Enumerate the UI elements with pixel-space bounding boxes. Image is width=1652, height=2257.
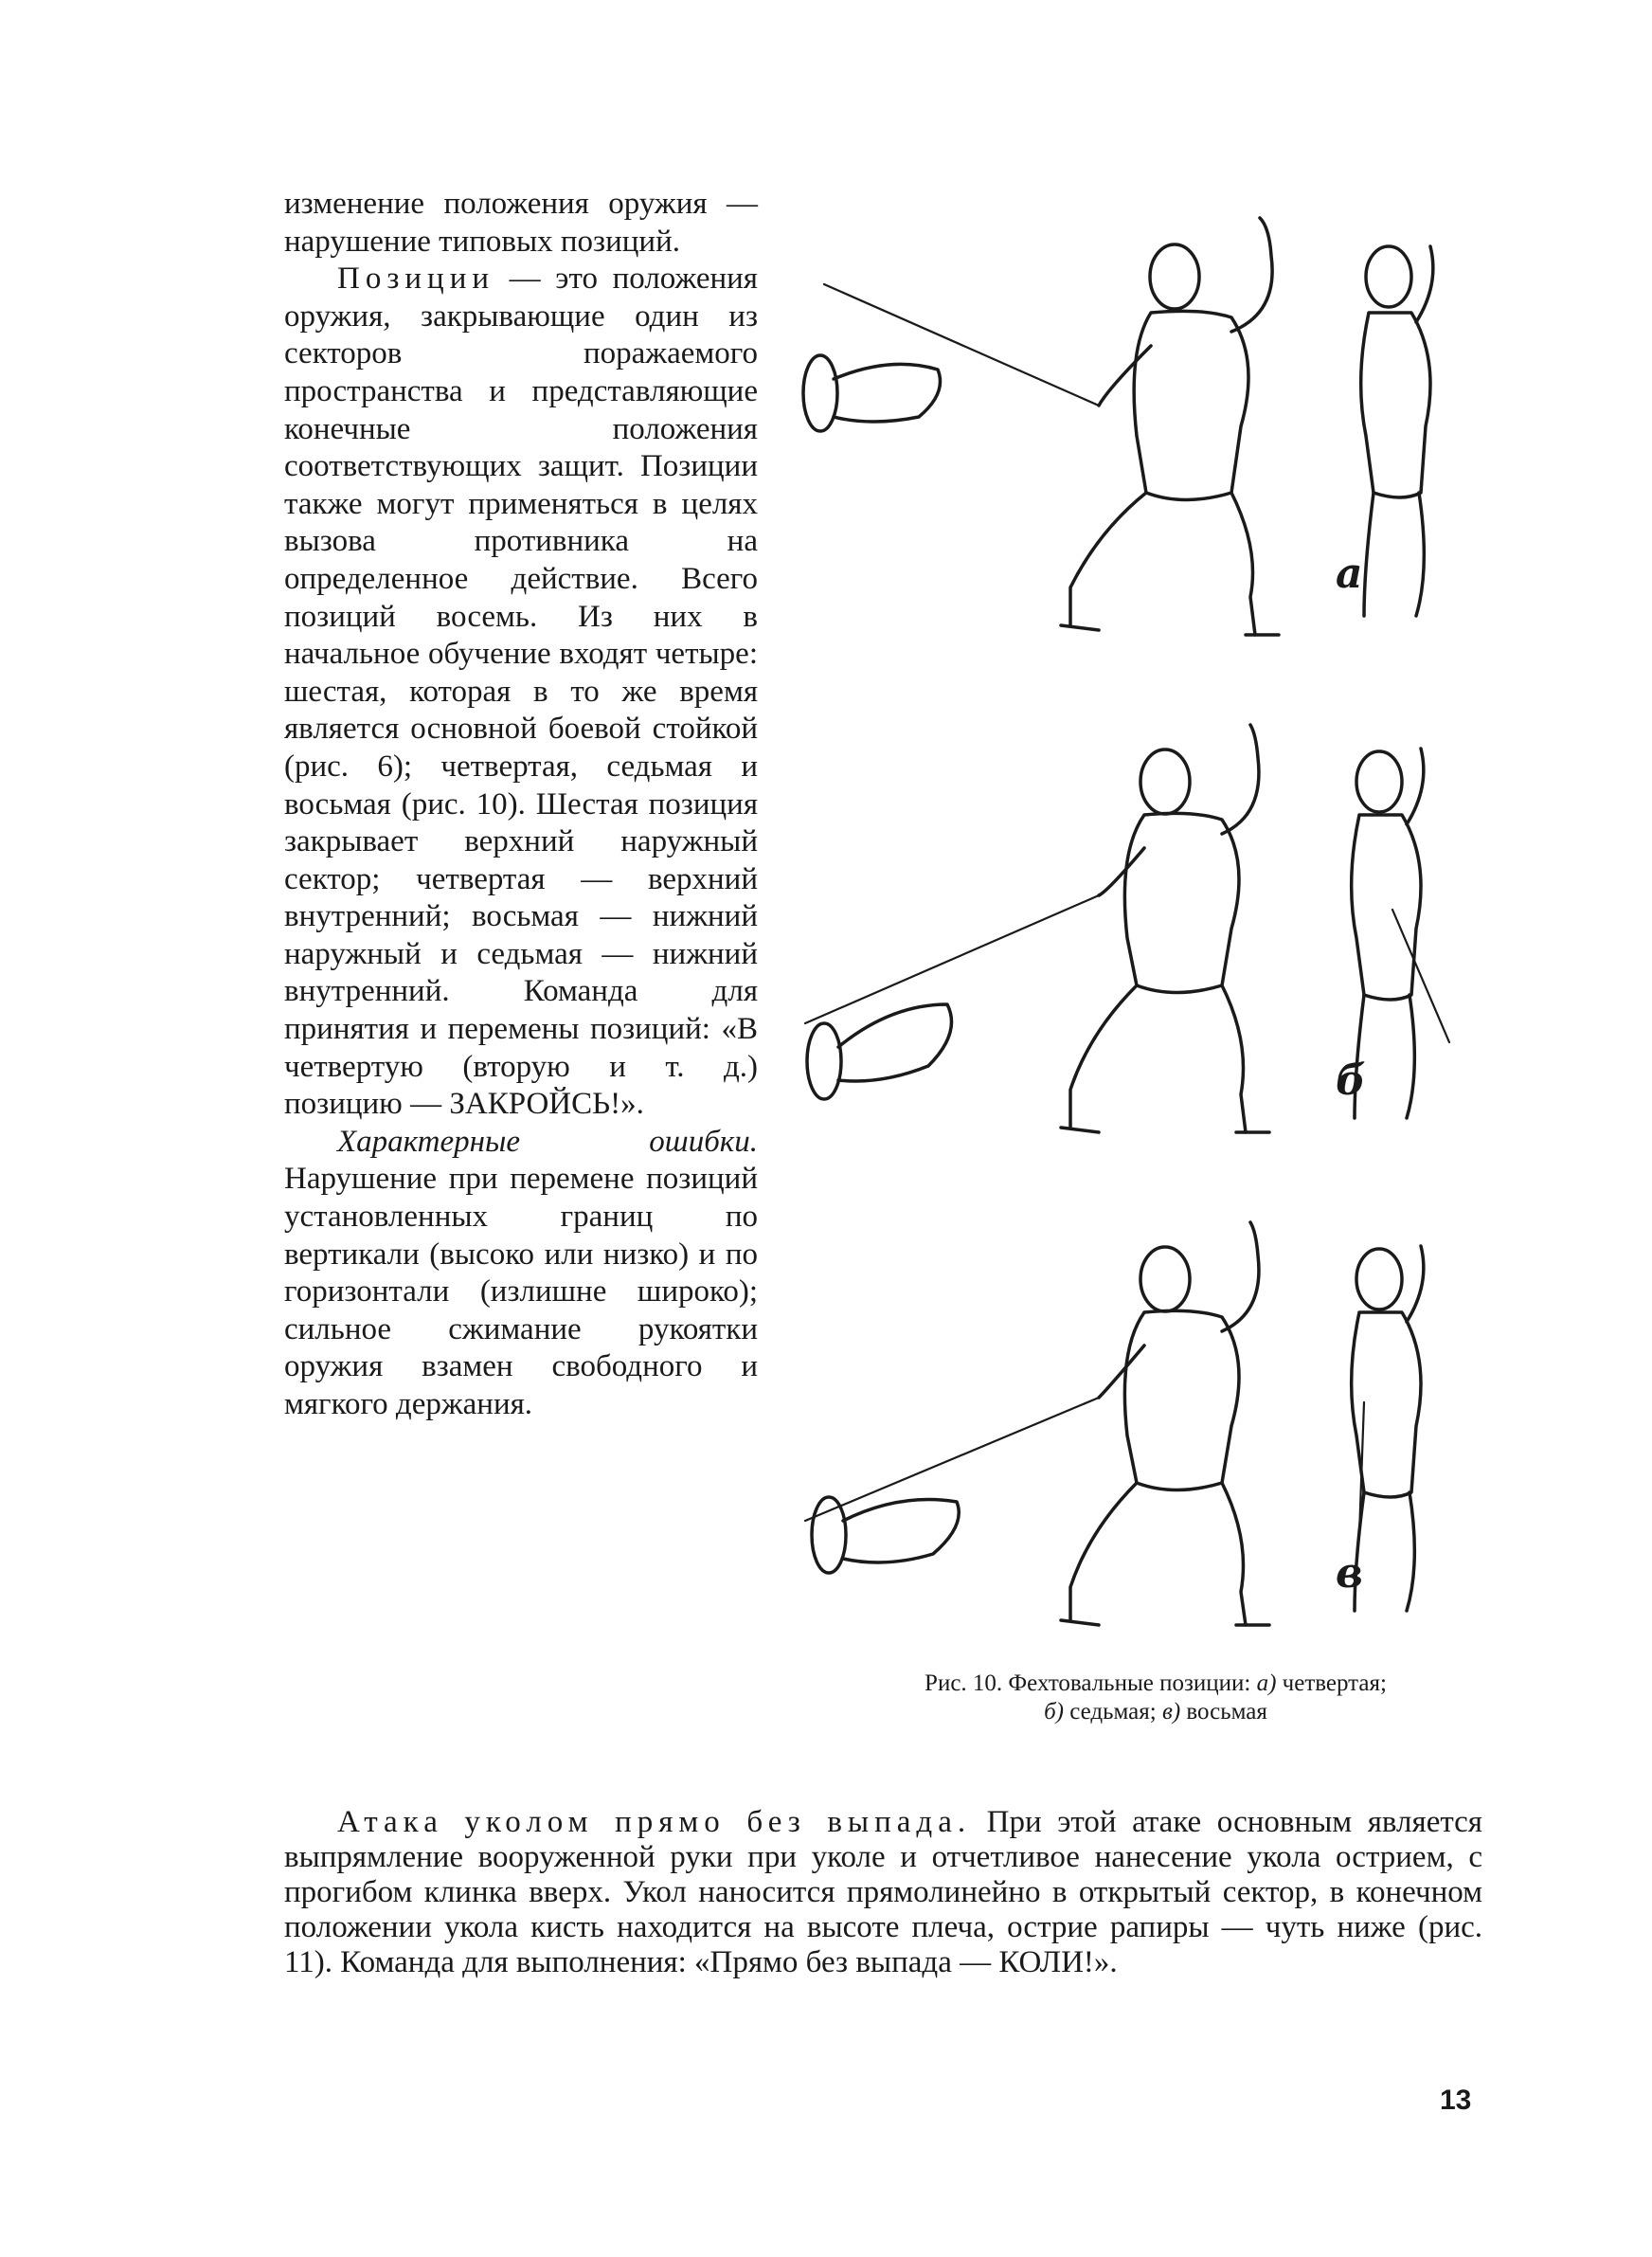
- figure-c-head: [1140, 1247, 1190, 1311]
- figure-fencing-positions: [786, 190, 1525, 1639]
- typical-errors-text: Нарушение при перемене позиций установленных границ по вертикали (высоко или низко) и по горизонтали (излишне широко); сильное сжимание рукоятки оружия взамен свободного и мягкого держания.: [284, 1162, 758, 1421]
- figure-a-feet: [1061, 625, 1279, 635]
- figure-c-letter: в: [1336, 1549, 1363, 1598]
- page-number: 13: [1440, 2085, 1472, 2116]
- paragraph-direct-attack: [284, 1805, 1482, 1980]
- left-text-column: [284, 186, 758, 1424]
- figure-b-side-head: [1356, 751, 1402, 812]
- caption-c-mark: в): [1161, 1699, 1181, 1724]
- figure-c-side-head: [1356, 1249, 1402, 1309]
- caption-b-text: седьмая;: [1063, 1699, 1162, 1724]
- caption-c-text: восьмая: [1180, 1699, 1267, 1724]
- figure-b-legs: [1070, 985, 1246, 1132]
- figure-c-hand: [843, 1500, 959, 1563]
- figure-b-feet: [1061, 1128, 1269, 1132]
- figure-b-letter: б: [1336, 1056, 1366, 1105]
- caption-b-mark: б): [1044, 1699, 1064, 1724]
- figure-a-hand: [834, 364, 941, 422]
- figure-b-side-arm: [1407, 749, 1424, 824]
- figure-a-sword-arm: [1099, 346, 1151, 406]
- caption-lead: Рис. 10. Фехтовальные позиции:: [925, 1670, 1257, 1696]
- figure-a-back-arm: [1231, 218, 1272, 332]
- figure-b-head: [1140, 749, 1190, 814]
- figure-a-torso: [1134, 311, 1248, 499]
- figure-a-letter: а: [1336, 550, 1363, 598]
- term-direct-attack: Атака уколом прямо без выпада.: [337, 1805, 972, 1839]
- paragraph-typical-errors: [284, 1124, 758, 1424]
- figure-b-back-arm: [1222, 725, 1259, 834]
- figure-a-guard: [803, 355, 837, 431]
- figure-a-side-head: [1366, 246, 1411, 307]
- caption-a-text: четвертая;: [1276, 1670, 1387, 1696]
- bottom-text: [284, 1805, 1482, 1980]
- figure-a-blade: [824, 284, 1099, 406]
- figure-a-group: [803, 218, 1433, 635]
- figure-c-legs: [1070, 1483, 1246, 1625]
- figure-b-blade: [805, 895, 1099, 1023]
- positions-definition: — это положения оружия, закрывающие один из секторов поражаемого пространства и представляющие конечные положения соответствующих защит. Позиции также могут применяться в целях вызова противника на определенное действие. Всего позиций восемь. Из них в начальное обучение входят четыре: шестая, которая в то же время является основной боевой стойкой (рис. 6); четвертая, седьмая и восьмая (рис. 10). Шестая позиция закрывает верхний наружный сектор; четвертая — верхний внутренний; восьмая — нижний наружный и седьмая — нижний внутренний. Команда для принятия и перемены позиций: «В четвертую (вторую и т. д.) позицию — ЗАКРОЙСЬ!».: [284, 262, 758, 1122]
- figure-c-side-legs: [1355, 1492, 1414, 1611]
- figure-b-side-blade: [1392, 910, 1449, 1042]
- figure-a-side-legs: [1364, 493, 1424, 616]
- figure-b-sword-arm: [1099, 848, 1144, 895]
- figure-c-group: [805, 1222, 1424, 1625]
- figure-c-sword-arm: [1099, 1345, 1144, 1398]
- figure-a-side-torso: [1361, 313, 1430, 497]
- figure-a-side-arm: [1416, 246, 1433, 322]
- fencing-illustration: [786, 190, 1525, 1639]
- figure-c-side-arm: [1407, 1246, 1424, 1322]
- figure-b-side-torso: [1352, 815, 1421, 1000]
- figure-c-feet: [1061, 1620, 1269, 1625]
- figure-b-hand: [838, 1004, 952, 1081]
- figure-b-guard: [807, 1023, 841, 1099]
- figure-c-guard: [812, 1497, 846, 1573]
- figure-a-legs: [1070, 493, 1255, 635]
- figure-c-torso: [1124, 1310, 1239, 1490]
- figure-b-group: [805, 725, 1449, 1132]
- figure-c-back-arm: [1222, 1222, 1259, 1331]
- caption-a-mark: а): [1256, 1670, 1277, 1696]
- paragraph-errors-continued: изменение положения оружия — нарушение типовых позиций.: [284, 187, 758, 259]
- figure-caption: [786, 1670, 1525, 1726]
- direct-attack-text: При этой атаке основным является выпрямление вооруженной руки при уколе и отчетливое нанесение укола острием, с прогибом клинка вверх. Укол наносится прямолинейно в открытый сектор, в конечном положении укола кисть находится на высоте плеча, острие рапиры — чуть ниже (рис. 11). Команда для выполнения: «Прямо без выпада — КОЛИ!».: [284, 1805, 1482, 1979]
- term-typical-errors: Характерные ошибки.: [337, 1124, 758, 1159]
- paragraph-positions: [284, 261, 758, 1124]
- term-positions: Позиции: [337, 262, 495, 297]
- figure-a-head: [1150, 244, 1199, 309]
- figure-b-torso: [1124, 813, 1239, 992]
